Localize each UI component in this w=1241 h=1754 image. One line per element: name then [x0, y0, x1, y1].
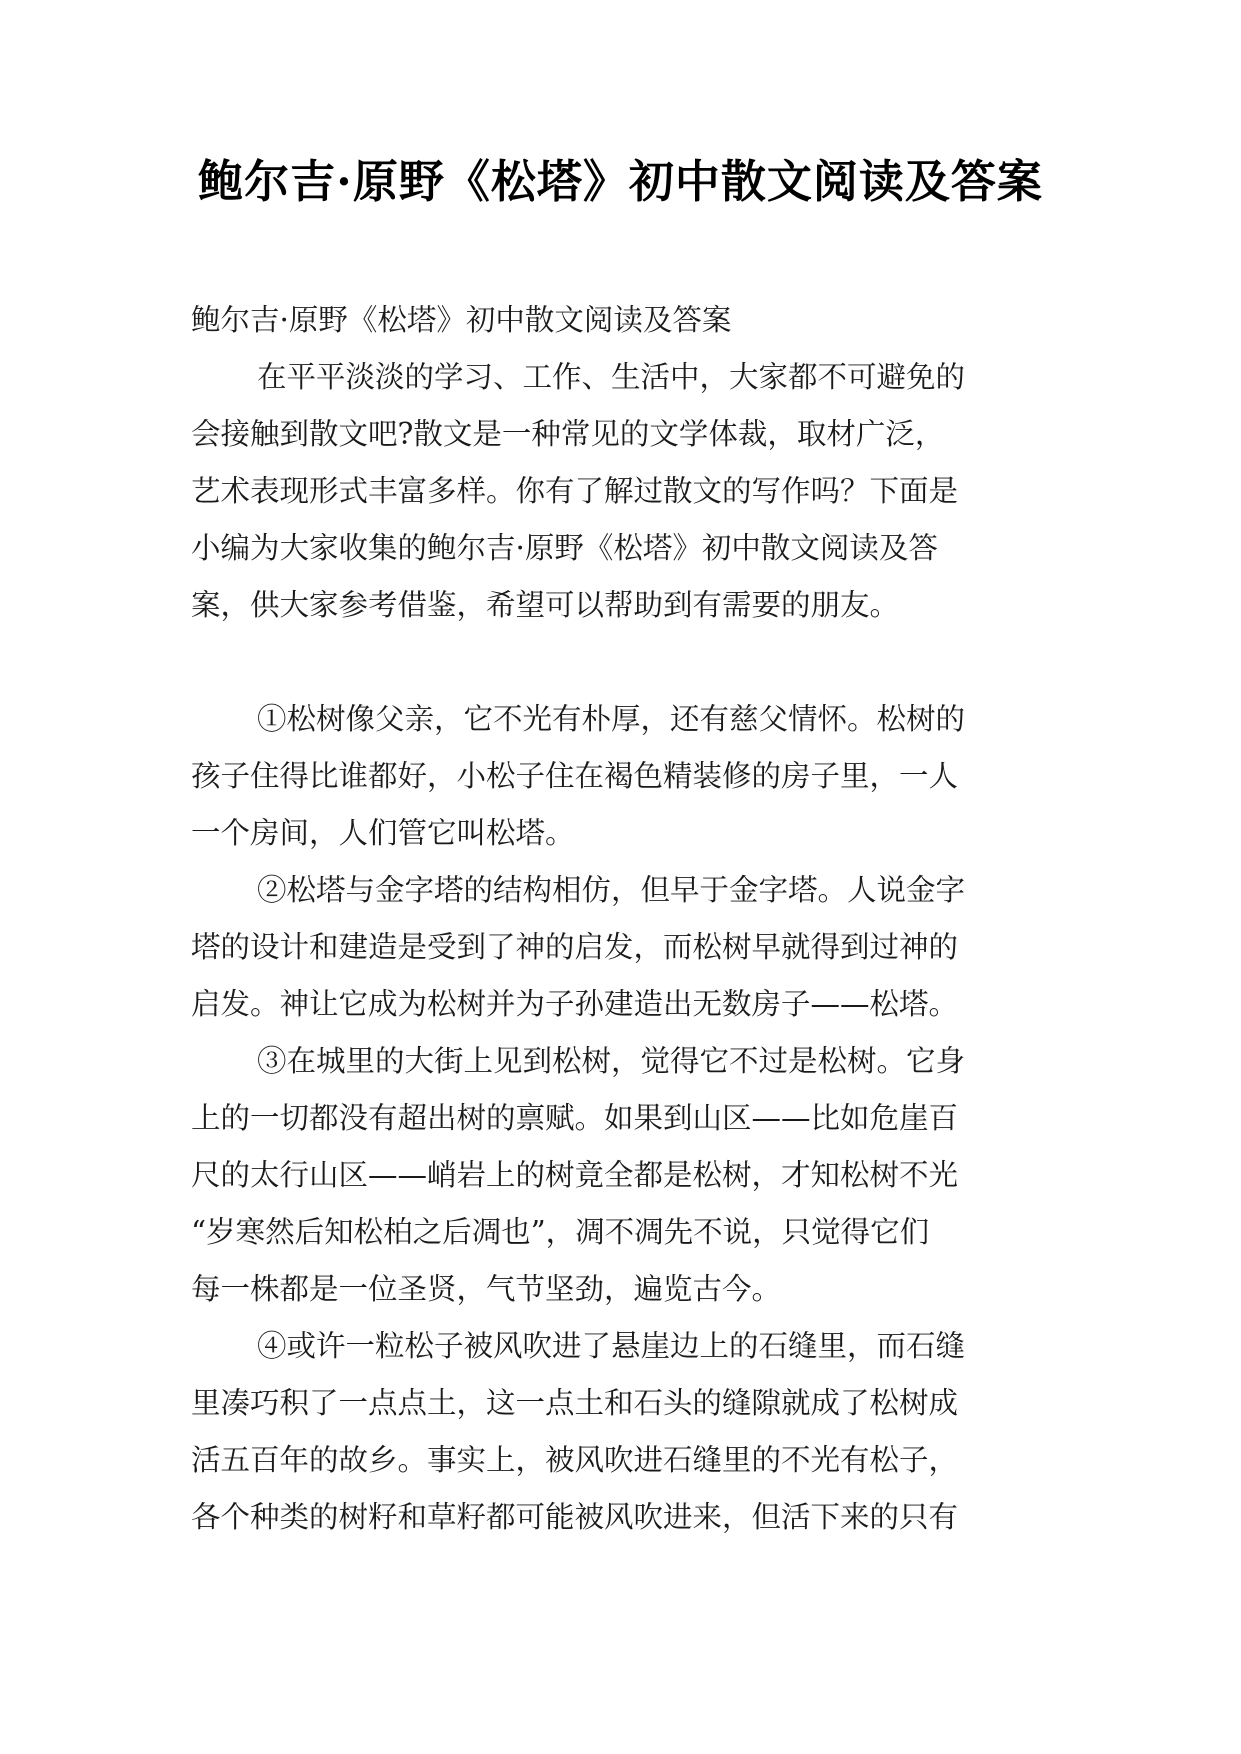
paragraph-4 — [191, 1318, 1051, 1546]
intro-line: 在平平淡淡的学习、工作、生活中，大家都不可避免的 — [257, 360, 966, 394]
paragraph-2 — [191, 862, 1051, 1033]
paragraph-line: 上的一切都没有超出树的禀赋。如果到山区——比如危崖百 — [191, 1101, 959, 1135]
paragraph-line: 里凑巧积了一点点土，这一点土和石头的缝隙就成了松树成 — [191, 1386, 959, 1420]
paragraph-line: ②松塔与金字塔的结构相仿，但早于金字塔。人说金字 — [257, 873, 966, 907]
paragraph-line: 尺的太行山区——峭岩上的树竟全都是松树，才知松树不光 — [191, 1158, 959, 1192]
intro-line: 会接触到散文吧?散文是一种常见的文学体裁，取材广泛， — [191, 417, 945, 451]
paragraph-gap — [191, 634, 1051, 691]
paragraph-line: 孩子住得比谁都好，小松子住在褐色精装修的房子里，一人 — [191, 759, 959, 793]
paragraph-line: 每一株都是一位圣贤，气节坚劲，遍览古今。 — [191, 1272, 782, 1306]
paragraph-3 — [191, 1033, 1051, 1318]
paragraph-line: 活五百年的故乡。事实上，被风吹进石缝里的不光有松子， — [191, 1443, 959, 1477]
document-title: 鲍尔吉·原野《松塔》初中散文阅读及答案 — [198, 155, 1043, 208]
paragraph-line: ①松树像父亲，它不光有朴厚，还有慈父情怀。松树的 — [257, 702, 966, 736]
paragraph-line: 各个种类的树籽和草籽都可能被风吹进来，但活下来的只有 — [191, 1500, 959, 1534]
document-body — [191, 292, 1051, 1546]
intro-line: 艺术表现形式丰富多样。你有了解过散文的写作吗？下面是 — [191, 474, 959, 508]
paragraph-1 — [191, 691, 1051, 862]
paragraph-line: 启发。神让它成为松树并为子孙建造出无数房子——松塔。 — [191, 987, 959, 1021]
paragraph-line: 塔的设计和建造是受到了神的启发，而松树早就得到过神的 — [191, 930, 959, 964]
intro-line: 案，供大家参考借鉴，希望可以帮助到有需要的朋友。 — [191, 588, 900, 622]
intro-line: 小编为大家收集的鲍尔吉·原野《松塔》初中散文阅读及答 — [191, 531, 938, 565]
paragraph-line: “岁寒然后知松柏之后凋也”，凋不凋先不说，只觉得它们 — [191, 1215, 930, 1249]
paragraph-line: 一个房间，人们管它叫松塔。 — [191, 816, 575, 850]
intro-paragraph — [191, 349, 1051, 634]
document-subtitle: 鲍尔吉·原野《松塔》初中散文阅读及答案 — [191, 303, 732, 337]
paragraph-line: ④或许一粒松子被风吹进了悬崖边上的石缝里，而石缝 — [257, 1329, 966, 1363]
paragraph-line: ③在城里的大街上见到松树，觉得它不过是松树。它身 — [257, 1044, 966, 1078]
